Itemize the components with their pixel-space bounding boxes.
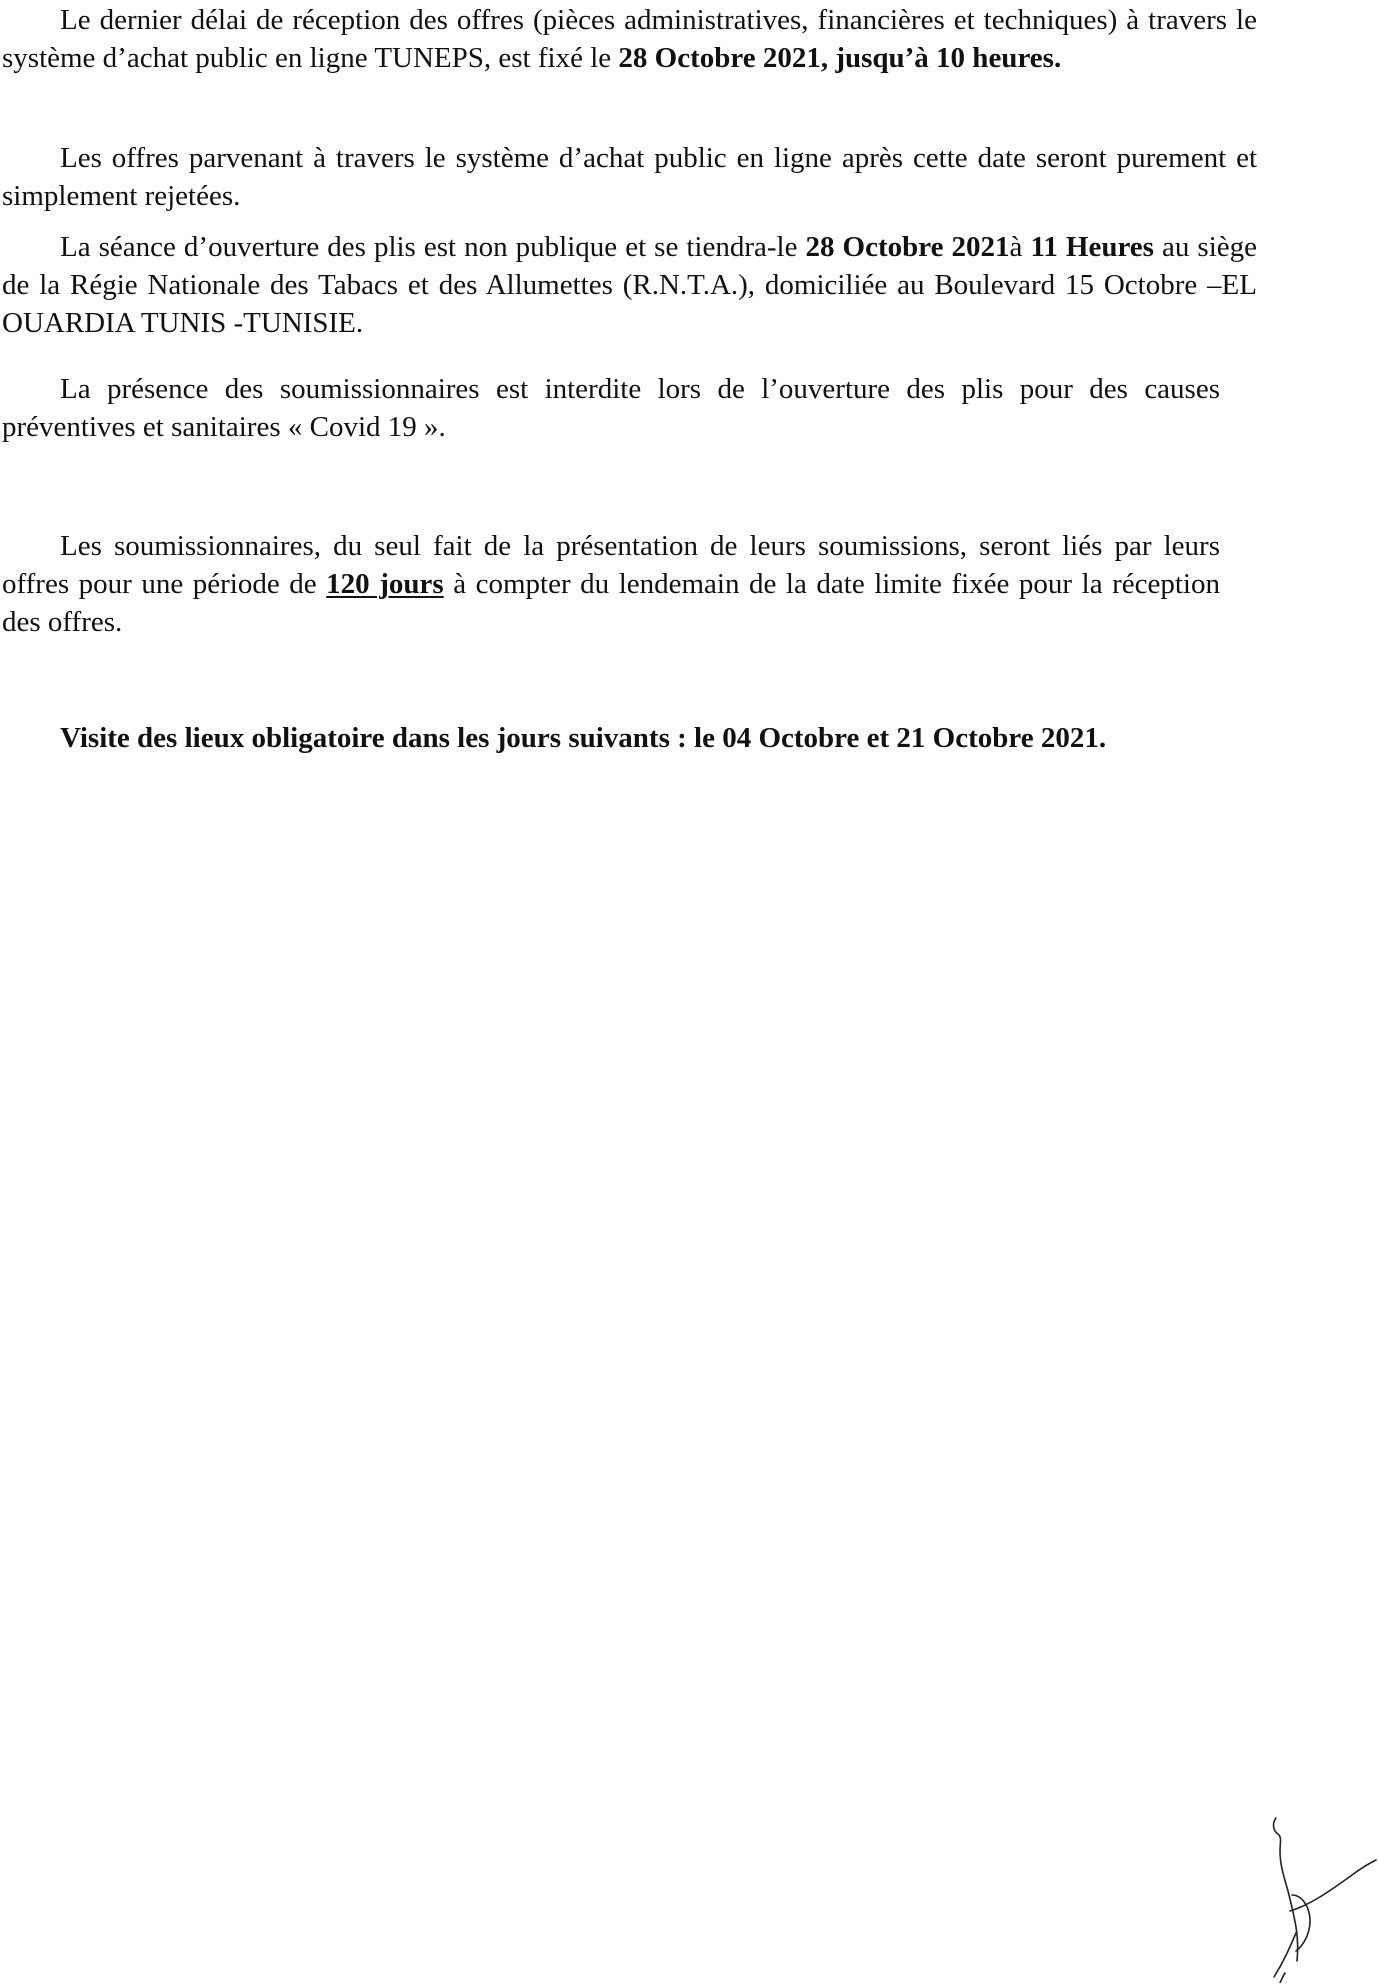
paragraph-covid-restriction bbox=[2, 370, 1220, 446]
handwritten-signature bbox=[1268, 1815, 1378, 1983]
paragraph-offer-deadline bbox=[2, 1, 1257, 77]
opening-hour: 11 Heures bbox=[1030, 231, 1154, 263]
paragraph-site-visit bbox=[2, 719, 1220, 757]
late-offers-text: Les offres parvenant à travers le système d’achat public en ligne après cette date seront purement et simplement rejetées. bbox=[2, 142, 1257, 212]
paragraph-offer-validity bbox=[2, 527, 1220, 641]
opening-text-2: à bbox=[1009, 231, 1031, 263]
deadline-date: 28 Octobre 2021, jusqu’à 10 heures. bbox=[618, 42, 1062, 74]
opening-text-1: La séance d’ouverture des plis est non publique et se tiendra-le bbox=[60, 231, 806, 263]
site-visit-text: Visite des lieux obligatoire dans les jours suivants : le 04 Octobre et 21 Octobre 2021. bbox=[60, 722, 1107, 754]
validity-period: 120 jours bbox=[326, 568, 444, 600]
deadline-text: Le dernier délai de réception des offres (pièces administratives, financières et techniques) à travers le système d’achat public en ligne TUNEPS, est fixé le bbox=[2, 4, 1257, 74]
covid-text: La présence des soumissionnaires est interdite lors de l’ouverture des plis pour des causes préventives et sanitaires « Covid 19 ». bbox=[2, 373, 1220, 443]
paragraph-opening-session bbox=[2, 228, 1257, 342]
validity-text-1: Les soumissionnaires, du seul fait de la présentation de leurs soumissions, seront liés par leurs offres pour une période de bbox=[2, 530, 1220, 600]
opening-date: 28 Octobre 2021 bbox=[805, 231, 1010, 263]
paragraph-late-offers bbox=[2, 139, 1257, 215]
validity-text-2: à compter du lendemain de la date limite fixée pour la réception des offres. bbox=[2, 568, 1220, 638]
opening-text-3: au siège de la Régie Nationale des Tabacs et des Allumettes (R.N.T.A.), domiciliée au Boulevard 15 Octobre –EL OUARDIA TUNIS -TUNISIE. bbox=[2, 231, 1258, 339]
